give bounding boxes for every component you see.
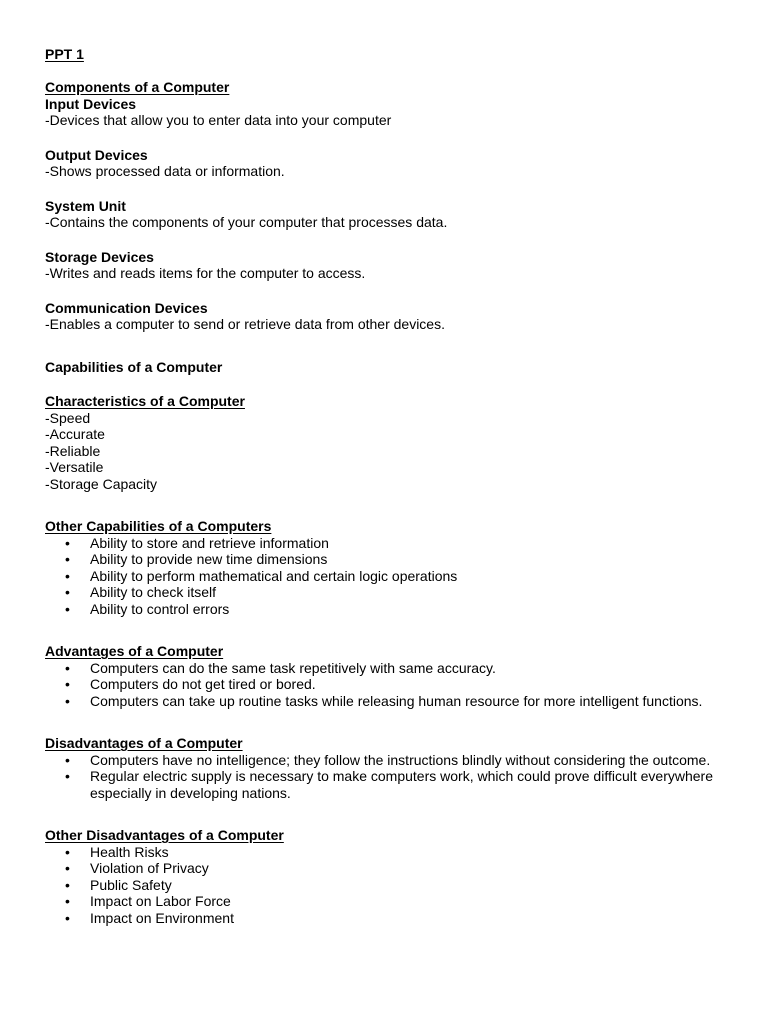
component-desc: -Shows processed data or information. (45, 163, 285, 179)
section-title-other-disadvantages: Other Disadvantages of a Computer (45, 827, 284, 843)
list-item: • Computers have no intelligence; they follow the instructions blindly without considering the outcome. (45, 752, 745, 769)
list-item: • Ability to perform mathematical and certain logic operations (45, 568, 745, 585)
spacer (45, 709, 745, 735)
section-title-capabilities: Capabilities of a Computer (45, 358, 223, 375)
other-disadvantages-list (45, 844, 745, 927)
list-item: • Computers can do the same task repetitively with same accuracy. (45, 660, 745, 677)
list-item: • Impact on Labor Force (45, 893, 745, 910)
document-page (45, 46, 745, 926)
list-item: • Health Risks (45, 844, 745, 861)
component-name: Input Devices (45, 95, 137, 112)
list-item: • Ability to check itself (45, 584, 745, 601)
list-item: • Violation of Privacy (45, 860, 745, 877)
list-item: • Computers can take up routine tasks while releasing human resource for more intelligent functions. (45, 693, 745, 710)
list-item-line: Regular electric supply is necessary to make computers work, which could prove difficult everywhere (90, 768, 714, 784)
list-item-line: especially in developing nations. (90, 784, 291, 801)
component-name: Communication Devices (45, 299, 208, 316)
spacer (45, 375, 745, 393)
component-desc: -Writes and reads items for the computer to access. (45, 265, 366, 281)
component-desc: -Contains the components of your computer that processes data. (45, 214, 448, 230)
spacer (45, 333, 745, 359)
list-item (45, 768, 745, 801)
characteristic-item: -Accurate (45, 426, 105, 442)
component-name: Storage Devices (45, 248, 154, 265)
list-item: • Ability to store and retrieve information (45, 535, 745, 552)
section-title-components: Components of a Computer (45, 79, 230, 95)
spacer (45, 282, 745, 300)
section-title-disadvantages: Disadvantages of a Computer (45, 735, 243, 751)
spacer (45, 231, 745, 249)
component-desc: -Devices that allow you to enter data into your computer (45, 112, 392, 128)
characteristic-item: -Speed (45, 409, 91, 426)
list-item: • Ability to control errors (45, 601, 745, 618)
spacer (45, 801, 745, 827)
spacer (45, 492, 745, 518)
component-name: Output Devices (45, 146, 148, 163)
spacer (45, 129, 745, 147)
list-item: • Public Safety (45, 877, 745, 894)
advantages-list (45, 660, 745, 710)
list-item: • Impact on Environment (45, 910, 745, 927)
disadvantages-list (45, 752, 745, 802)
list-item: • Computers do not get tired or bored. (45, 676, 745, 693)
spacer (45, 180, 745, 198)
other-capabilities-list (45, 535, 745, 618)
characteristic-item: -Versatile (45, 459, 104, 475)
characteristic-item: -Reliable (45, 442, 101, 459)
component-name: System Unit (45, 197, 126, 214)
section-title-other-capabilities: Other Capabilities of a Computers (45, 518, 272, 534)
section-title-advantages: Advantages of a Computer (45, 643, 224, 659)
component-desc: -Enables a computer to send or retrieve data from other devices. (45, 316, 445, 332)
spacer (45, 63, 745, 80)
doc-title: PPT 1 (45, 46, 84, 62)
spacer (45, 617, 745, 643)
list-item: • Ability to provide new time dimensions (45, 551, 745, 568)
section-title-characteristics: Characteristics of a Computer (45, 393, 245, 409)
characteristic-item: -Storage Capacity (45, 475, 158, 492)
